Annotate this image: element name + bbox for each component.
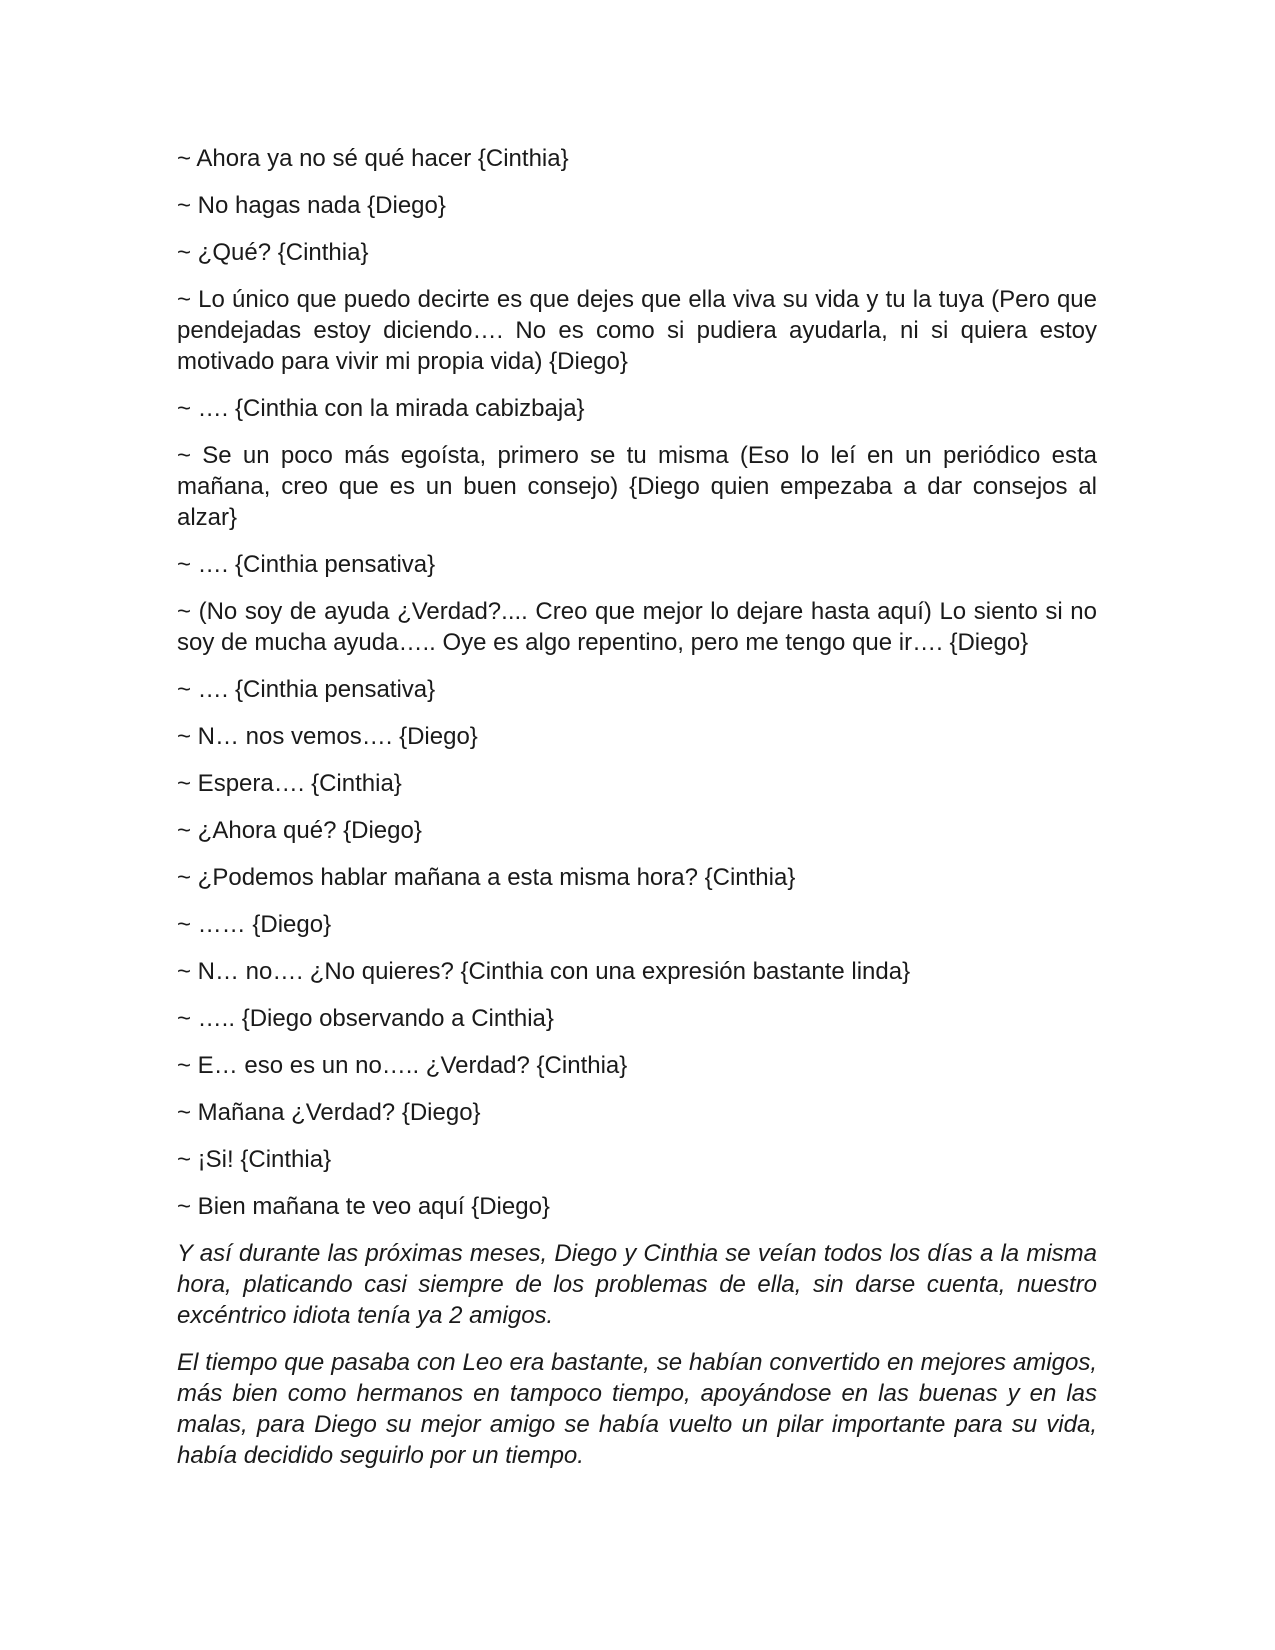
narration-paragraph: El tiempo que pasaba con Leo era bastante, se habían convertido en mejores amigos, más bien como hermanos en tampoco tiempo, apoyándose en las buenas y en las malas, para Diego su mejor amigo se había vuelto un pilar importante para su vida, había decidido seguirlo por un tiempo.	[177, 1349, 1097, 1469]
dialogue-line: ~ No hagas nada {Diego}	[177, 192, 446, 219]
dialogue-line: ~ …. {Cinthia pensativa}	[177, 676, 436, 703]
dialogue-line: ~ N… nos vemos…. {Diego}	[177, 723, 478, 750]
dialogue-line: ~ …. {Cinthia con la mirada cabizbaja}	[177, 395, 585, 422]
dialogue-line: ~ …… {Diego}	[177, 911, 332, 938]
dialogue-line: ~ ….. {Diego observando a Cinthia}	[177, 1005, 554, 1032]
dialogue-line: ~ ¿Qué? {Cinthia}	[177, 239, 369, 266]
dialogue-line: ~ ¡Si! {Cinthia}	[177, 1146, 332, 1173]
dialogue-line: ~ Se un poco más egoísta, primero se tu misma (Eso lo leí en un periódico esta mañana, creo que es un buen consejo) {Diego quien empezaba a dar consejos al alzar}	[177, 442, 1097, 531]
dialogue-line: ~ Mañana ¿Verdad? {Diego}	[177, 1099, 481, 1126]
dialogue-line: ~ (No soy de ayuda ¿Verdad?.... Creo que mejor lo dejare hasta aquí) Lo siento si no soy de mucha ayuda….. Oye es algo repentino, pero me tengo que ir…. {Diego}	[177, 598, 1097, 656]
dialogue-line: ~ …. {Cinthia pensativa}	[177, 551, 436, 578]
dialogue-line: ~ Bien mañana te veo aquí {Diego}	[177, 1193, 550, 1220]
narration-paragraph: Y así durante las próximas meses, Diego y Cinthia se veían todos los días a la misma hora, platicando casi siempre de los problemas de ella, sin darse cuenta, nuestro excéntrico idiota tenía ya 2 amigos.	[177, 1240, 1097, 1329]
page-body	[177, 143, 1097, 1487]
dialogue-line: ~ Ahora ya no sé qué hacer {Cinthia}	[177, 145, 569, 172]
dialogue-line: ~ N… no…. ¿No quieres? {Cinthia con una expresión bastante linda}	[177, 958, 911, 985]
dialogue-line: ~ Lo único que puedo decirte es que dejes que ella viva su vida y tu la tuya (Pero que pendejadas estoy diciendo…. No es como si pudiera ayudarla, ni si quiera estoy motivado para vivir mi propia vida) {Diego}	[177, 286, 1097, 375]
dialogue-line: ~ Espera…. {Cinthia}	[177, 770, 402, 797]
dialogue-line: ~ ¿Ahora qué? {Diego}	[177, 817, 422, 844]
dialogue-line: ~ ¿Podemos hablar mañana a esta misma hora? {Cinthia}	[177, 864, 796, 891]
dialogue-line: ~ E… eso es un no….. ¿Verdad? {Cinthia}	[177, 1052, 628, 1079]
